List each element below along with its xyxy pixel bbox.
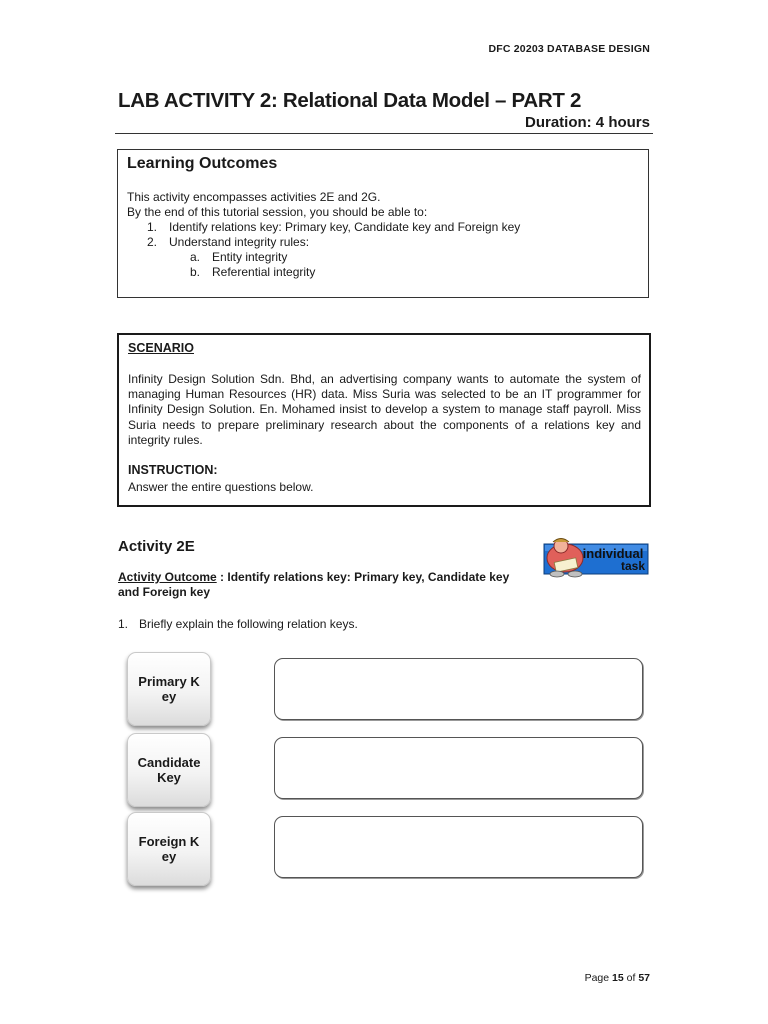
lo-intro-line: This activity encompasses activities 2E and 2G. bbox=[127, 190, 381, 204]
activity-outcome-text: Identify relations key: Primary key, Candidate key and Foreign key bbox=[118, 570, 510, 599]
instruction-text: Answer the entire questions below. bbox=[128, 480, 314, 494]
scenario-heading: SCENARIO bbox=[128, 341, 194, 355]
primary-key-label: Primary Key bbox=[127, 652, 211, 726]
lo-sublist-item: a. Entity integrity bbox=[190, 250, 288, 264]
lo-intro-line: By the end of this tutorial session, you should be able to: bbox=[127, 205, 428, 219]
duration-label: Duration: 4 hours bbox=[524, 114, 650, 131]
instruction-heading: INSTRUCTION: bbox=[128, 463, 218, 477]
individual-task-icon bbox=[543, 536, 649, 578]
badge-label-line2: task bbox=[620, 559, 645, 573]
scenario-box bbox=[117, 333, 651, 507]
foreign-key-answer-box[interactable] bbox=[274, 816, 643, 878]
badge-label-line1: individual bbox=[582, 546, 644, 561]
learning-outcomes-heading: Learning Outcomes bbox=[127, 155, 278, 172]
primary-key-answer-box[interactable] bbox=[274, 658, 643, 720]
activity-outcome-label: Activity Outcome bbox=[118, 570, 217, 584]
learning-outcomes-box bbox=[117, 149, 649, 298]
scenario-text: Infinity Design Solution Sdn. Bhd, an advertising company wants to automate the system of managing Human Resources (HR) data. Miss Suria was selected to be an IT programmer for Infinity Design Solution. En. Mohamed insist to develop a system to manage staff payroll. Miss Suria needs to prepare preliminary research about the components of a relations key and integrity rules. bbox=[128, 372, 641, 447]
course-header: DFC 20203 DATABASE DESIGN bbox=[488, 43, 650, 55]
activity-title: Activity 2E bbox=[118, 538, 195, 555]
learning-outcomes-body bbox=[127, 190, 637, 280]
page-number: Page 15 of 57 bbox=[584, 972, 650, 984]
title-divider bbox=[115, 133, 653, 134]
question-1: 1. Briefly explain the following relation keys. bbox=[118, 617, 358, 631]
candidate-key-answer-box[interactable] bbox=[274, 737, 643, 799]
lo-sublist-item: b. Referential integrity bbox=[190, 265, 316, 279]
lo-list-item: 1. Identify relations key: Primary key, Candidate key and Foreign key bbox=[147, 220, 521, 234]
candidate-key-label: Candidate Key bbox=[127, 733, 211, 807]
activity-outcome: Activity Outcome : Identify relations key: Primary key, Candidate key and Foreign key bbox=[118, 570, 510, 599]
lo-list-item: 2. Understand integrity rules: bbox=[147, 235, 310, 249]
lab-title: LAB ACTIVITY 2: Relational Data Model – PART 2 bbox=[118, 89, 582, 112]
foreign-key-label: Foreign Key bbox=[127, 812, 211, 886]
